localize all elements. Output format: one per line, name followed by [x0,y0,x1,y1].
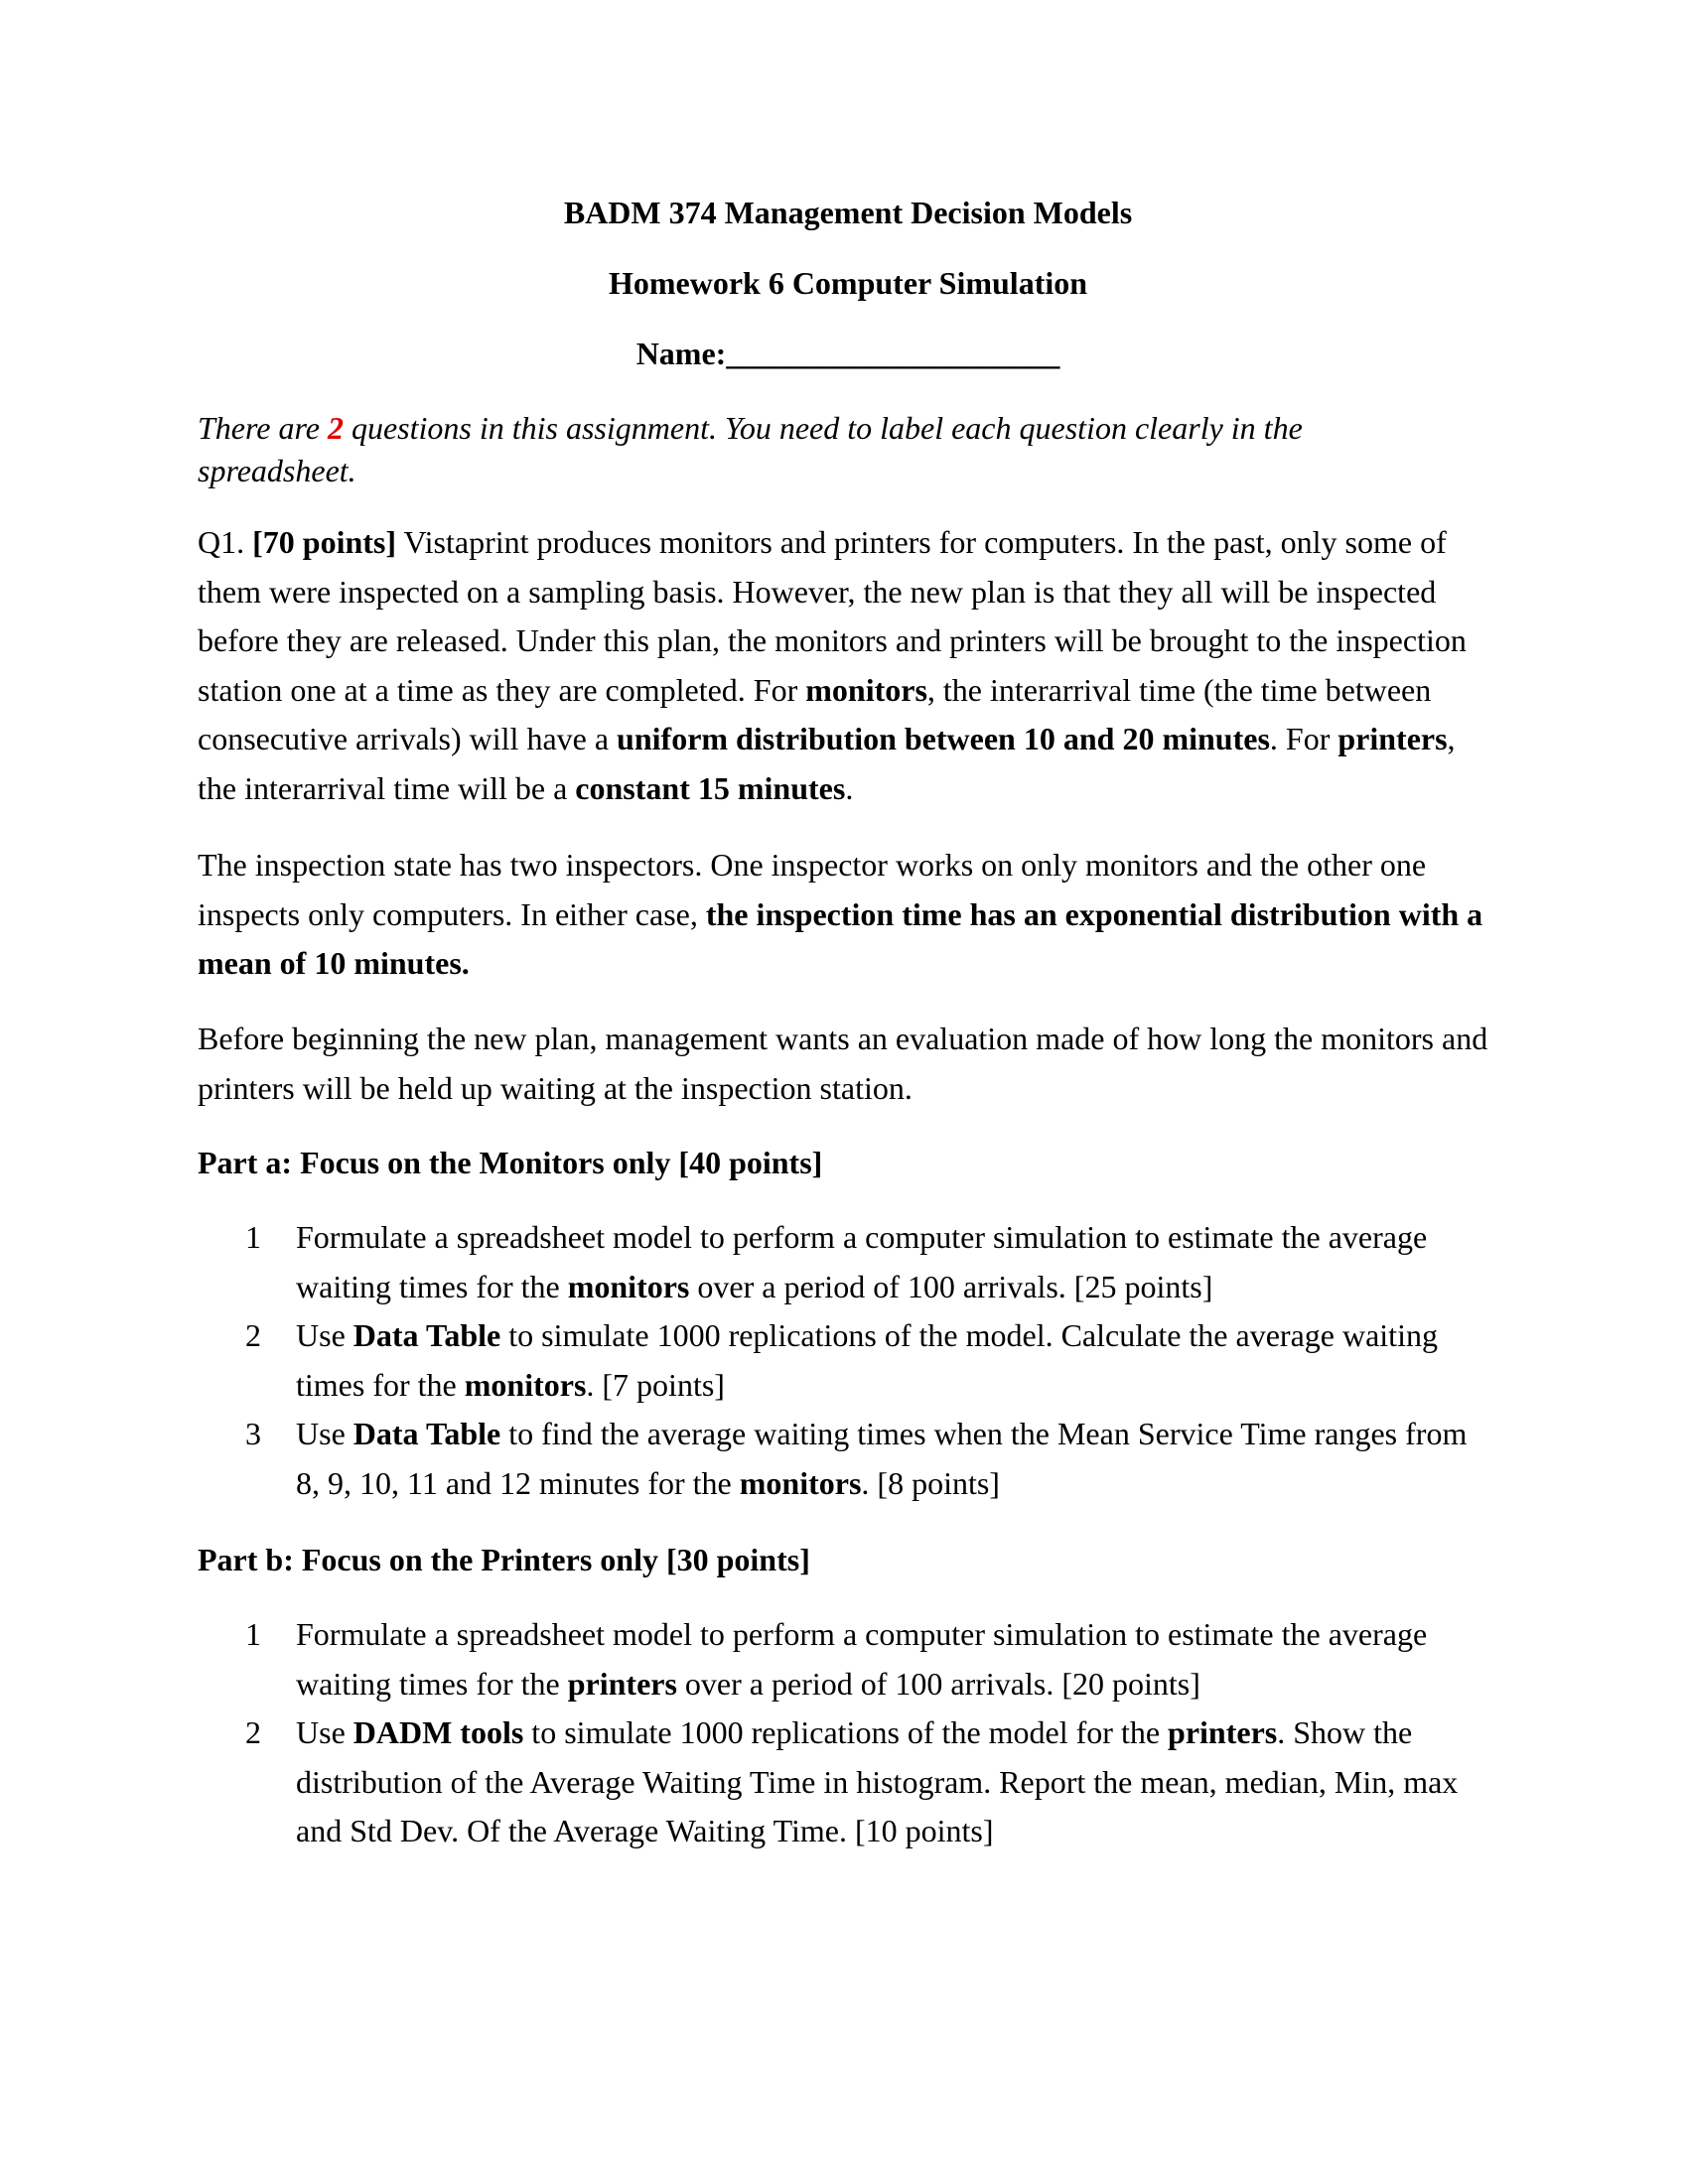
list-item [198,1311,1498,1410]
text: over a period of 100 arrivals. [20 points] [676,1665,1200,1702]
bold-text: monitors [567,1268,690,1304]
text: . [845,769,854,806]
item-number: 2 [245,1714,261,1750]
bold-text: DADM tools [352,1714,524,1750]
list-item [198,1213,1498,1311]
q1-points: [70 points] [252,524,397,560]
part-b-list [198,1610,1498,1856]
intro-text: questions in this assignment. You need to label each question clearly in the spreadsheet. [198,410,1303,488]
bold-text: monitors [464,1366,587,1403]
part-a-list [198,1213,1498,1508]
bold-text: monitors [739,1464,862,1501]
name-field [198,336,1498,372]
bold-text: constant 15 minutes [575,769,846,806]
text: Use [296,1714,353,1750]
name-label: Name: [635,336,727,371]
list-item [198,1610,1498,1708]
question-count: 2 [327,410,344,446]
q1-paragraph [198,518,1498,813]
item-number: 2 [245,1317,261,1353]
q1-label: Q1. [198,524,253,560]
text: Formulate a spreadsheet model to perform a computer simulation to estimate the average waiting times for the [296,1219,1428,1304]
text: , the interarrival time will be a [198,721,1456,806]
text: over a period of 100 arrivals. [25 points] [689,1268,1213,1304]
part-b-heading: Part b: Focus on the Printers only [30 points] [198,1542,810,1577]
name-line: _____________________ [726,336,1060,371]
bold-text: monitors [805,671,927,708]
text: . [8 points] [861,1464,1000,1501]
text: , the interarrival time (the time between consecutive arrivals) will have a [198,671,1432,756]
inspectors-paragraph [198,841,1498,989]
text: . Show the distribution of the Average Waiting Time in histogram. Report the mean, median, Min, max and Std Dev. Of the Average Waiting Time. [10 points] [296,1714,1459,1848]
item-number: 3 [245,1416,261,1451]
text: The inspection state has two inspectors. One inspector works on only monitors and the other one inspects only computers. In either case, [198,847,1427,932]
list-item [198,1410,1498,1508]
text: Formulate a spreadsheet model to perform a computer simulation to estimate the average waiting times for the [296,1616,1428,1702]
text: Vistaprint produces monitors and printers for computers. In the past, only some of them were inspected on a sampling basis. However, the new plan is that they all will be inspected before they are released. Under this plan, the monitors and printers will be brought to the inspection station one at a time as they are completed. For [198,524,1467,708]
bold-text: printers [1168,1714,1278,1750]
text: . For [1269,721,1338,756]
bold-text: uniform distribution between 10 and 20 minutes [617,721,1270,756]
bold-text: Data Table [352,1416,501,1451]
text: to find the average waiting times when the Mean Service Time ranges from 8, 9, 10, 11 and 12 minutes for the [296,1416,1468,1501]
homework-title: Homework 6 Computer Simulation [608,265,1088,301]
text: . [7 points] [586,1366,725,1403]
item-number: 1 [245,1219,261,1255]
evaluation-paragraph: Before beginning the new plan, management wants an evaluation made of how long the monitors and printers will be held up waiting at the inspection station. [198,1021,1488,1106]
bold-text: the inspection time has an exponential distribution with a mean of 10 minutes. [198,895,1483,981]
text: to simulate 1000 replications of the model. Calculate the average waiting times for the [296,1317,1438,1403]
part-a-heading: Part a: Focus on the Monitors only [40 points] [198,1145,823,1180]
bold-text: Data Table [352,1317,501,1353]
course-title: BADM 374 Management Decision Models [563,195,1133,230]
intro-text: There are [198,410,328,446]
bold-text: printers [567,1665,677,1702]
item-number: 1 [245,1616,261,1652]
bold-text: printers [1337,721,1448,756]
text: Use [296,1317,353,1353]
list-item [198,1708,1498,1856]
text: Use [296,1416,353,1451]
text: to simulate 1000 replications of the model for the [523,1714,1169,1750]
intro-note [198,407,1369,492]
